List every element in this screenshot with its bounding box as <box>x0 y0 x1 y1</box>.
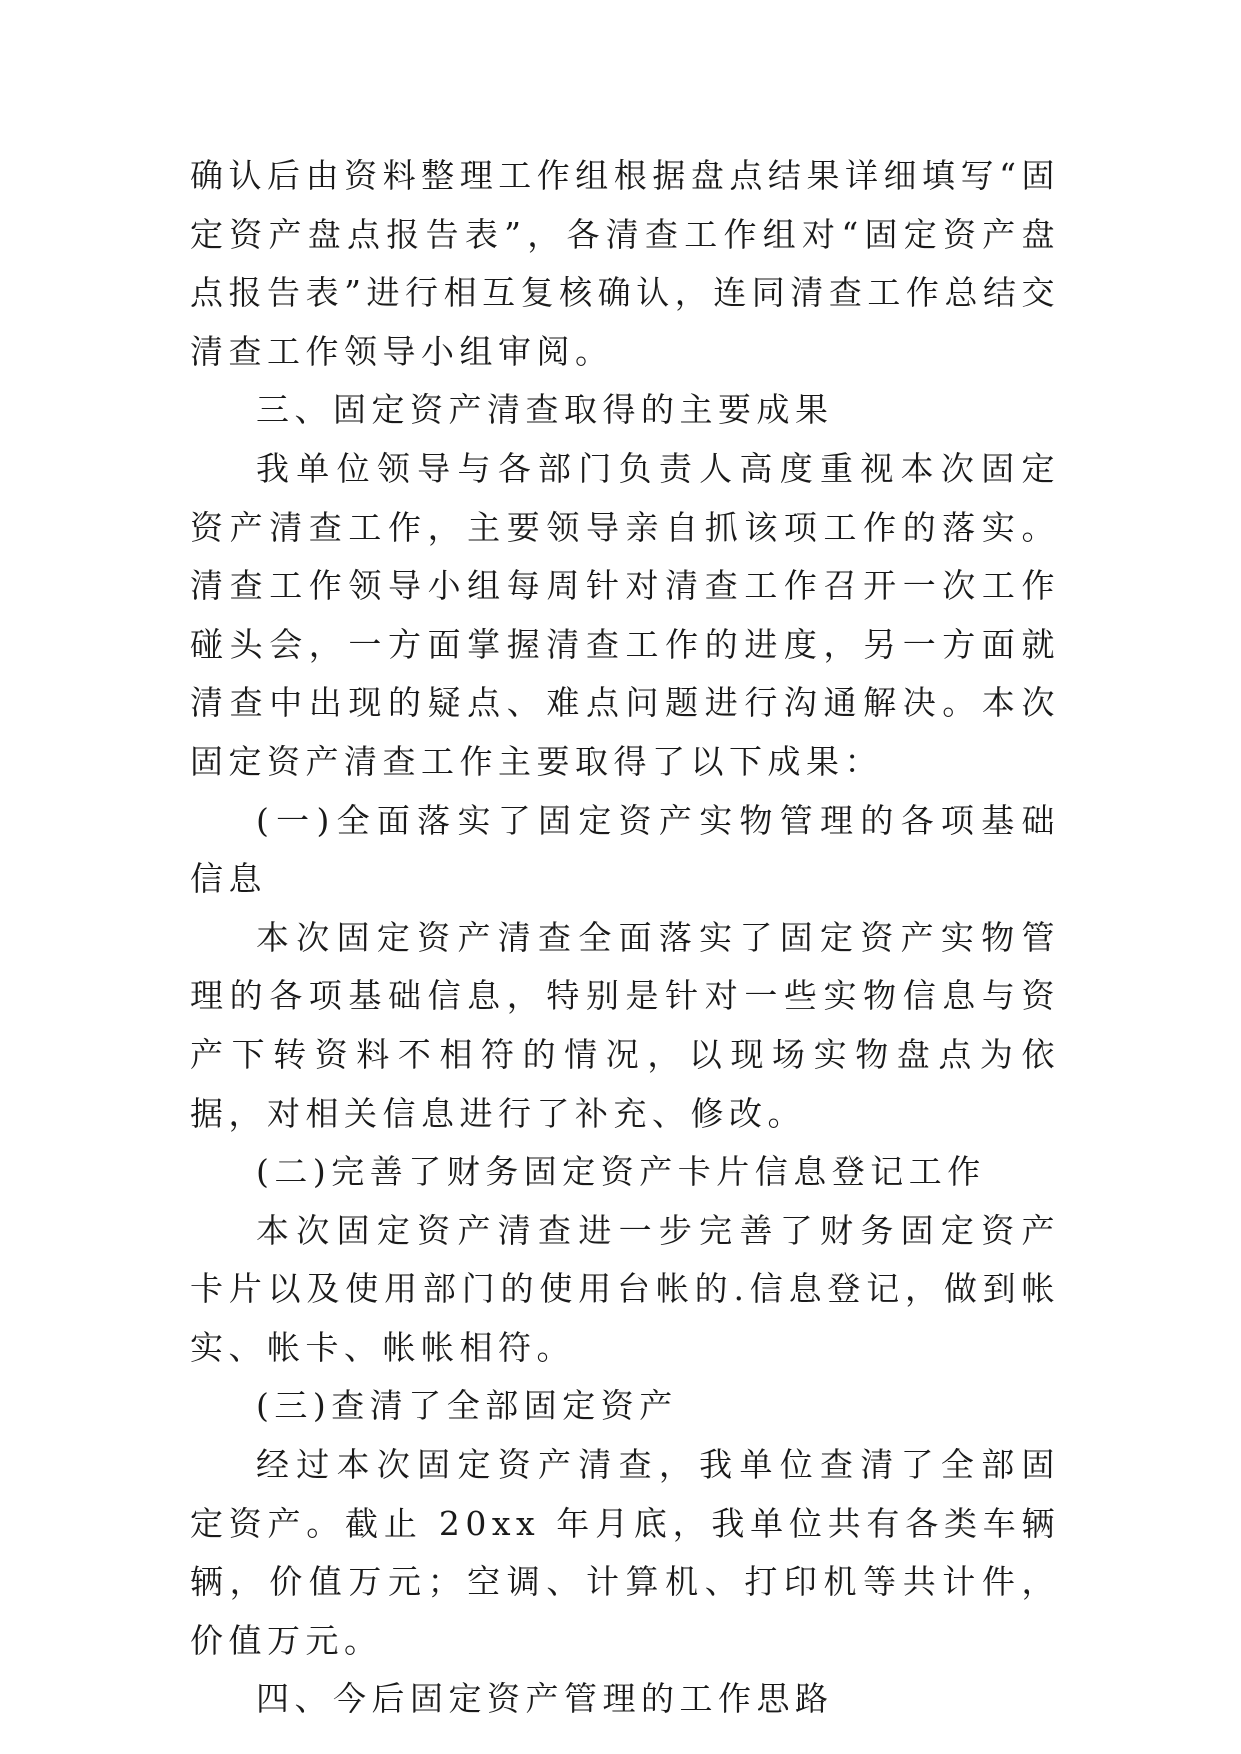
section-heading-results: 三、固定资产清查取得的主要成果 <box>256 390 834 430</box>
section-heading-future-work: 四、今后固定资产管理的工作思路 <box>256 1679 834 1719</box>
document-body <box>190 147 1060 1729</box>
subheading-basic-info: (一)全面落实了固定资产实物管理的各项基础信息 <box>190 800 1060 899</box>
subheading-card-registration: (二)完善了财务固定资产卡片信息登记工作 <box>256 1152 986 1192</box>
paragraph-leadership: 我单位领导与各部门负责人高度重视本次固定资产清查工作，主要领导亲自抓该项工作的落实。清查工作领导小组每周针对清查工作召开一次工作碰头会，一方面掌握清查工作的进度，另一方面就清查中出现的疑点、难点问题进行沟通解决。本次固定资产清查工作主要取得了以下成果： <box>190 448 1060 781</box>
paragraph-basic-info: 本次固定资产清查全面落实了固定资产实物管理的各项基础信息，特别是针对一些实物信息与资产下转资料不相符的情况，以现场实物盘点为依据，对相关信息进行了补充、修改。 <box>190 917 1060 1133</box>
paragraph-card-registration: 本次固定资产清查进一步完善了财务固定资产卡片以及使用部门的使用台帐的.信息登记，做到帐实、帐卡、帐帐相符。 <box>190 1210 1060 1367</box>
paragraph-all-assets: 经过本次固定资产清查，我单位查清了全部固定资产。截止 20xx 年月底，我单位共有各类车辆辆，价值万元；空调、计算机、打印机等共计件，价值万元。 <box>190 1445 1060 1660</box>
subheading-all-assets: (三)查清了全部固定资产 <box>256 1386 678 1426</box>
paragraph-review-procedure: 确认后由资料整理工作组根据盘点结果详细填写“固定资产盘点报告表”，各清查工作组对“固定资产盘点报告表”进行相互复核确认，连同清查工作总结交清查工作领导小组审阅。 <box>190 156 1060 371</box>
